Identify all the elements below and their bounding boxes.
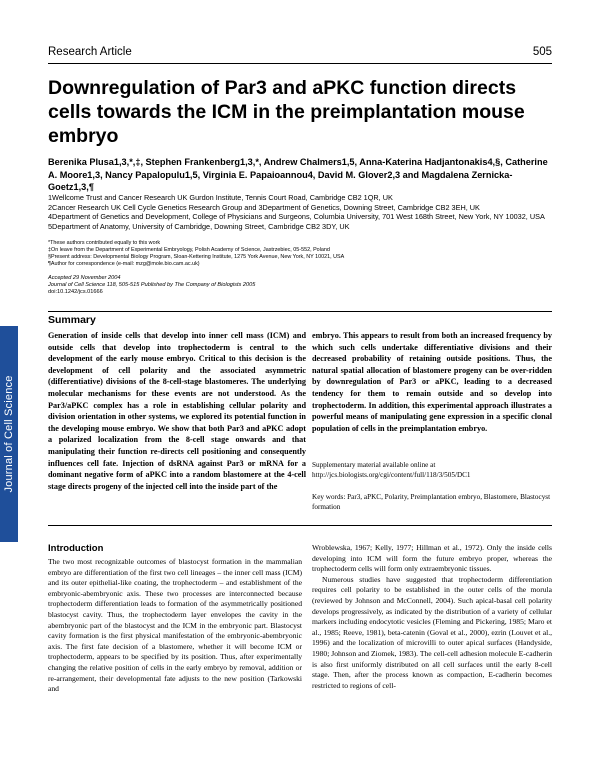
introduction-text-right <box>312 543 552 691</box>
journal-name: Journal of Cell Science <box>3 375 15 493</box>
author-note: ‡On leave from the Department of Experimental Embryology, Polish Academy of Science, Jastrzebiec, 05-552, Poland <box>48 247 330 253</box>
affiliation: 1Wellcome Trust and Cancer Research UK Gurdon Institute, Tennis Court Road, Cambridge CB2 1QR, UK <box>48 193 393 202</box>
publication-info <box>48 275 558 297</box>
author-notes <box>48 240 558 268</box>
affiliations <box>48 193 558 231</box>
author-note: ¶Author for correspondence (e-mail: mzg@mole.bio.cam.ac.uk) <box>48 261 200 267</box>
author-list: Berenika Plusa1,3,*,‡, Stephen Frankenberg1,3,*, Andrew Chalmers1,5, Anna-Katerina Hadjantonakis4,§, Catherine A. Moore1,3, Nancy Papalopulu1,5, Virginia E. Papaioannou4, David M. Glover2,3 and Magdalena Zernicka-Goetz1,3,¶ <box>48 157 548 192</box>
paragraph: Numerous studies have suggested that trophectoderm differentiation requires cell polarity to be established in the outer cells of the morula (reviewed by Johnson and McConnell, 2004). Such apical-basal cell polarity develops progressively, as indicated by the distribution of a variety of cellular markers including endocytotic vesicles (Fleming and Pickering, 1985; Maro et al., 1985; Reeve, 1981), beta-catenin (Goval et al., 2000), ezrin (Louvet et al., 1996) and the localization of microvilli to outer apical surfaces (Handyside, 1980; Johnson and Ziomek, 1983). The cell-cell adhesion molecule E-cadherin is also first uniformly distributed on all cell surfaces until the early 8-cell stage. Then, after the process known as compaction, E-cadherin becomes restricted to regions of cell- <box>312 574 552 690</box>
summary-text-right: embryo. This appears to result from both an increased frequency by which such cells undertake differentiative divisions and their decreased probability of retaining outside positions. Thus, the natural spatial allocation of blastomere progeny can be over-ridden by downregulation of Par3 or aPKC, leading to a decreased tendency for them to remain outside and so develop into trophectoderm. In addition, this experimental approach illustrates a powerful means of manipulating gene expression in a specific clonal population of cells in the preimplantation embryo. <box>312 331 552 433</box>
affiliation: 5Department of Anatomy, University of Cambridge, Downing Street, Cambridge CB2 3DY, UK <box>48 221 350 231</box>
affiliation: 2Cancer Research UK Cell Cycle Genetics Research Group and 3Department of Genetics, Downing Street, Cambridge CB2 3EH, UK <box>48 202 480 212</box>
introduction-heading: Introduction <box>48 543 104 554</box>
journal-side-strip <box>0 326 18 542</box>
page-number: 505 <box>532 46 552 58</box>
paragraph: Wroblewska, 1967; Kelly, 1977; Hillman et al., 1972). Only the inside cells developing into ICM will form the future embryo proper, whereas the trophectoderm cells will form only extraembryonic tissues. <box>312 543 552 574</box>
citation-line: Journal of Cell Science 118, 505-515 Published by The Company of Biologists 2005 <box>48 282 256 289</box>
summary-text-left: Generation of inside cells that develop into inner cell mass (ICM) and outside cells that develop into trophectoderm is central to the development of the early mouse embryo. Critical to this decision is the development of cell polarity and the associated asymmetric (differentiative) divisions of the 8-cell-stage blastomeres. The underlying molecular mechanisms for these events are not understood. As the Par3/aPKC complex has a role in establishing cellular polarity and division orientation in other systems, we explored its potential function in the developing mouse embryo. We show that both Par3 and aPKC adopt a polarized localization from the 8-cell stage onwards and that manipulating their function re-directs cell positioning and consequently influences cell fate. Injection of dsRNA against Par3 or mRNA for a dominant negative form of aPKC into a random blastomere at the 4-cell stage directs progeny of the injected cell into the inside part of the <box>48 331 306 491</box>
introduction-text-left: The two most recognizable outcomes of blastocyst formation in the mammalian embryo are differentiation of the first two cell lineages – the inner cell mass (ICM) and its outer epithelial-like coating, the trophectoderm – and establishment of the embryonic-abembryonic axis. These two processes are interconnected because trophectoderm differentiation leads to formation of the asymmetrically positioned blastocyst cavity. Thus, the trophectoderm layer envelopes the cavity in the abembryonic part of the blastocyst and the ICM in the embryonic part. Blastocyst cavity formation is the first physical manifestation of the embryonic-abembryonic axis. The first fate decision of a blastomere, whether it will become ICM or trophectoderm, appears to be specified by its position. Thus, after experimentally changing the relative position of cells in the early embryo by removal, addition or re-arrangement, their developmental fate adjusts to the new position (Tarkowski and <box>48 557 302 694</box>
article-title: Downregulation of Par3 and aPKC function directs cells towards the ICM in the preimplantation mouse embryo <box>48 77 525 147</box>
summary-heading: Summary <box>48 314 96 326</box>
section-label: Research Article <box>48 46 132 58</box>
summary-bottom-rule <box>48 525 552 526</box>
affiliation: 4Department of Genetics and Development, College of Physicians and Surgeons, Columbia University, 701 West 168th Street, New York, NY 10032, USA <box>48 212 545 222</box>
supplementary-material-link[interactable]: Supplementary material available online at http://jcs.biologists.org/cgi/content/full/118/3/505/DC1 <box>312 461 471 479</box>
doi-link[interactable]: doi:10.1242/jcs.01666 <box>48 289 103 296</box>
accepted-date: Accepted 29 November 2004 <box>48 275 121 281</box>
author-note: *These authors contributed equally to this work <box>48 240 161 246</box>
summary-rule <box>48 311 552 312</box>
author-note: §Present address: Developmental Biology Program, Sloan-Kettering Institute, 1275 York Avenue, New York, NY 10021, USA <box>48 254 345 260</box>
header-rule <box>48 63 552 64</box>
keywords: Key words: Par3, aPKC, Polarity, Preimplantation embryo, Blastomere, Blastocyst formation <box>312 493 551 511</box>
